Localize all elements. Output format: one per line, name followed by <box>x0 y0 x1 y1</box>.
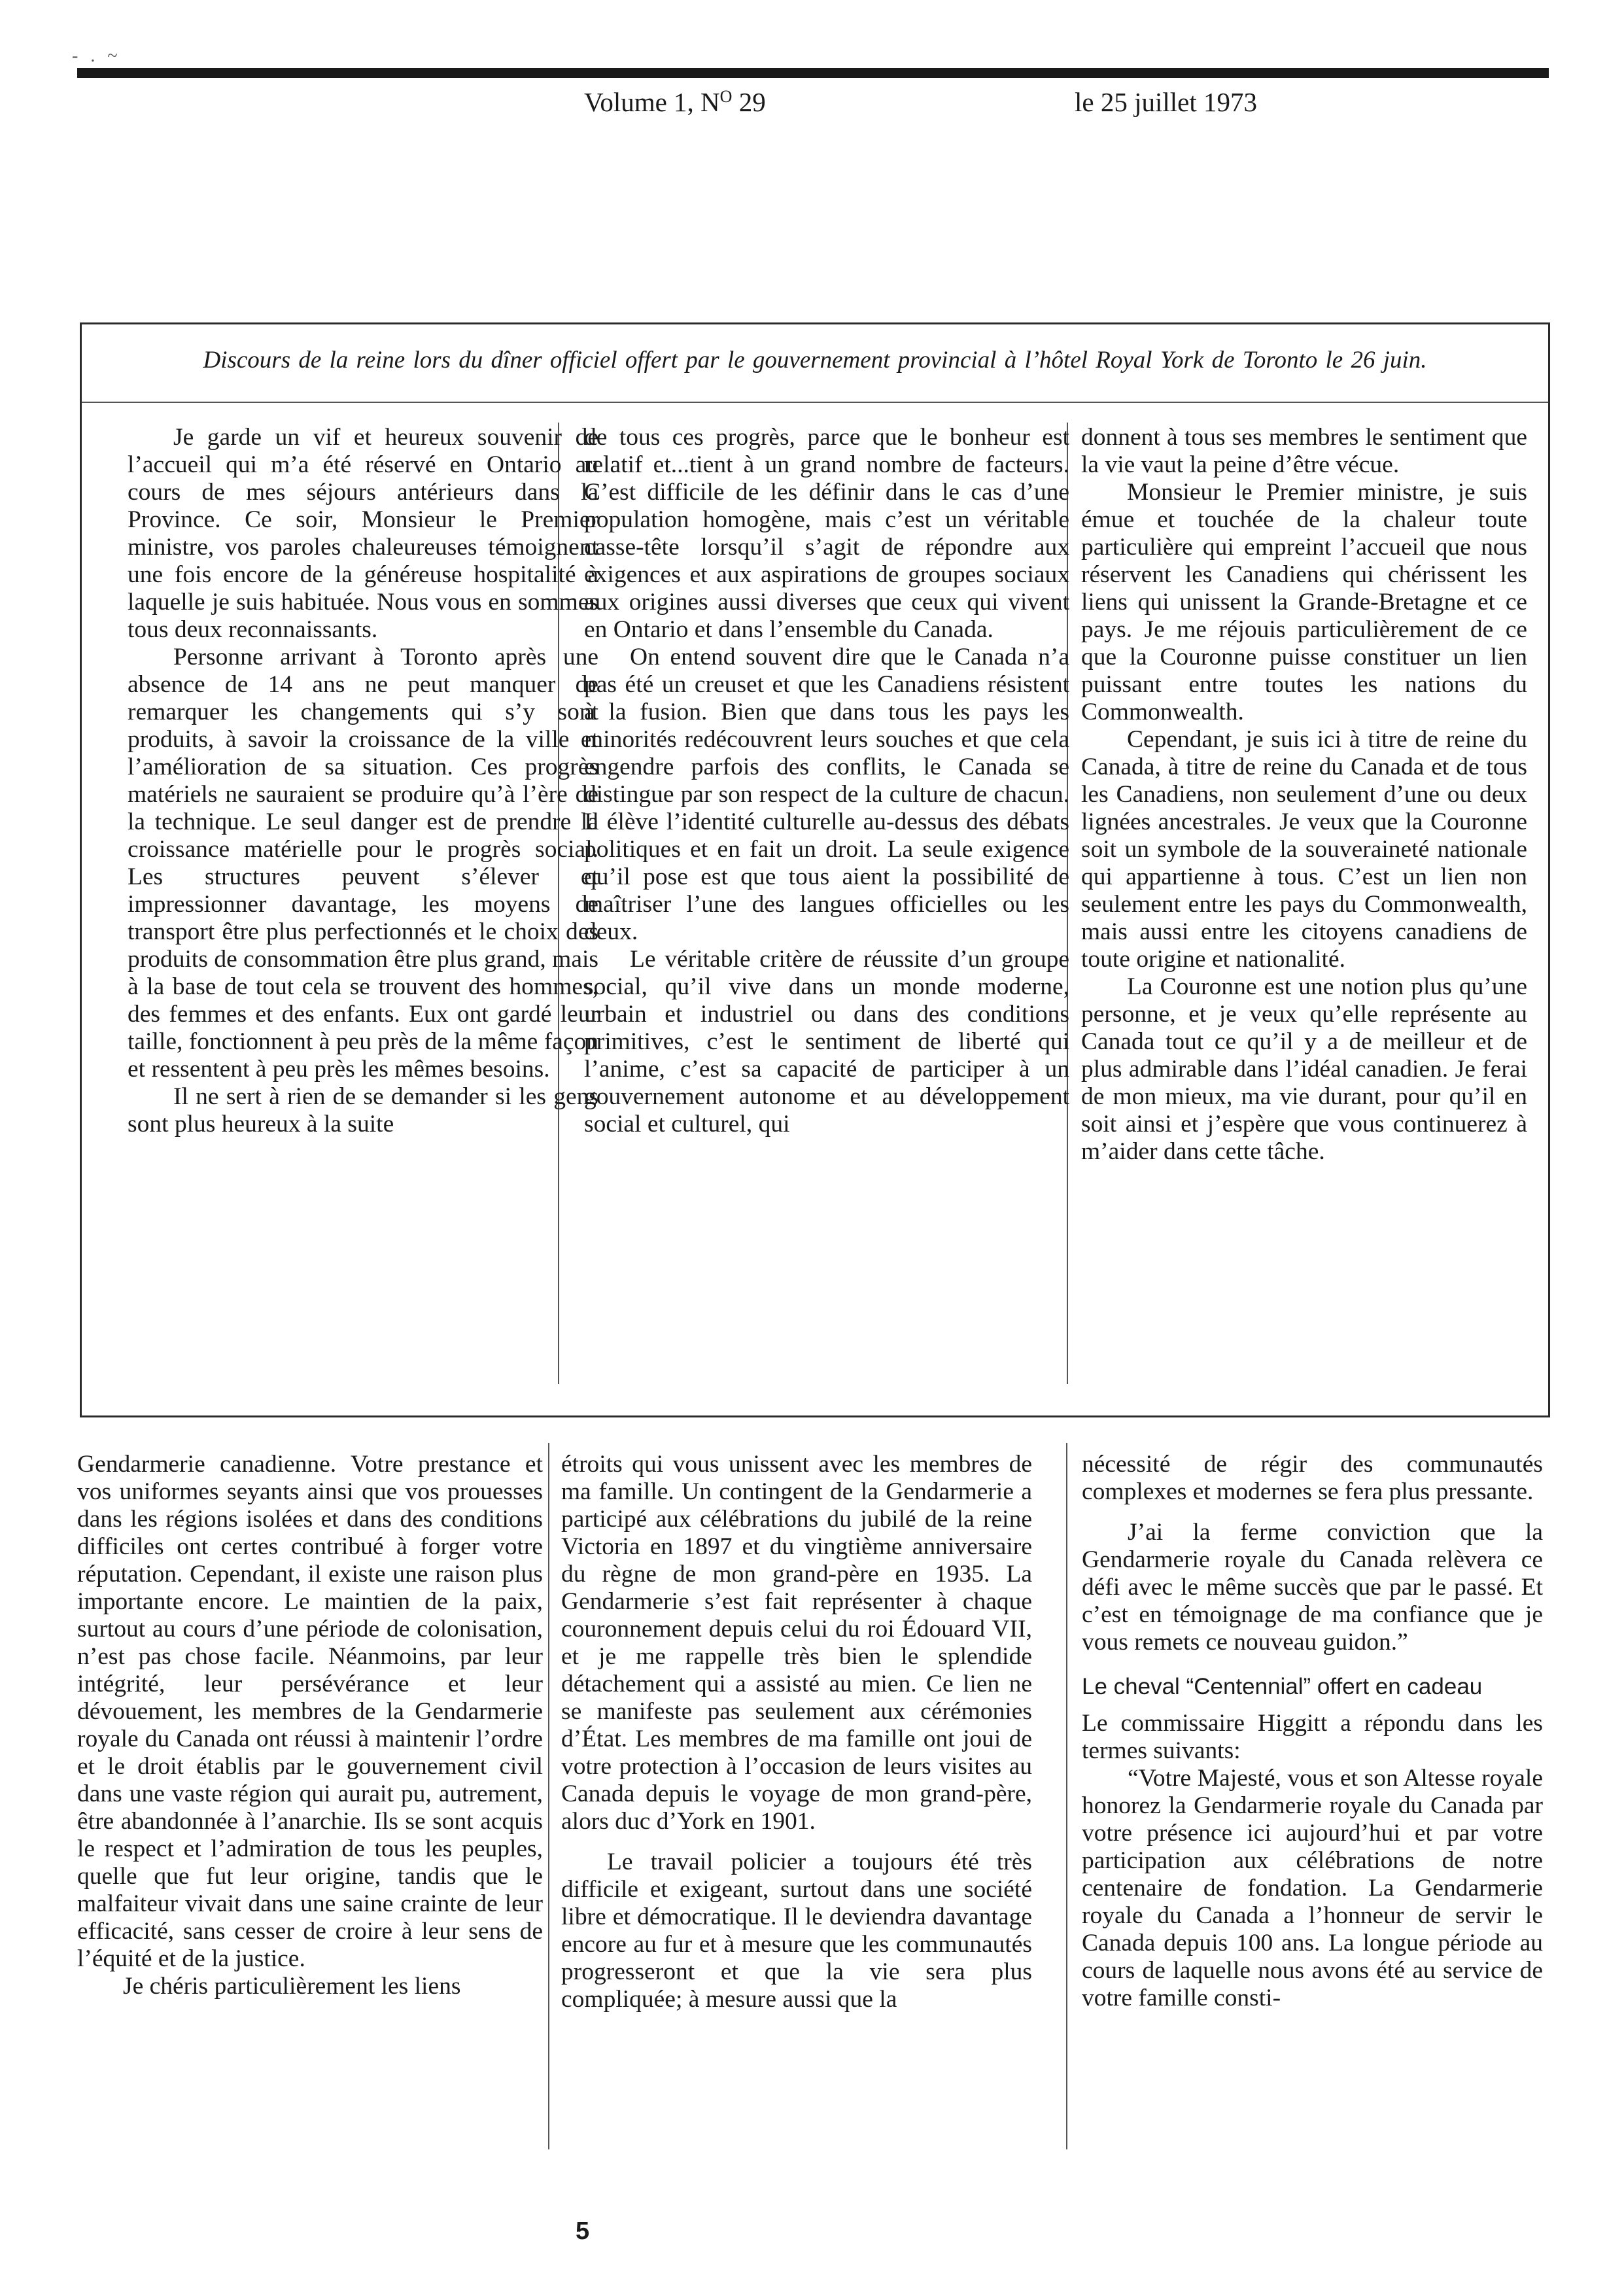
article-column-3 <box>1082 1451 1543 2012</box>
paragraph: étroits qui vous unissent avec les membres de ma famille. Un contingent de la Gendarmerie a participé aux célébrations du jubilé de la reine Victoria en 1897 et du vingtième anniversaire du règne de mon grand-père en 1935. La Gendarmerie s’est fait représenter à chaque couronnement depuis celui du roi Édouard VII, et je me rappelle très bien le splendide détachement qui a assisté au mien. Ce lien ne se manifeste pas seulement aux cérémonies d’État. Les membres de ma famille ont joui de votre protection à l’occasion de leurs visites au Canada depuis le voyage de mon grand-père, alors duc d’York en 1901. <box>561 1451 1032 1835</box>
paragraph: Je garde un vif et heureux souvenir de l’accueil qui m’a été réservé en Ontario au cours de mes séjours antérieurs dans la Province. Ce soir, Monsieur le Premier ministre, vos paroles chaleureuses témoignent une fois encore de la généreuse hospitalité à laquelle je suis habituée. Nous vous en sommes tous deux reconnaissants. <box>128 424 598 643</box>
paragraph: “Votre Majesté, vous et son Altesse royale honorez la Gendarmerie royale du Canada par votre présence ici aujourd’hui et par votre participation aux célébrations de notre centenaire de fondation. La Gendarmerie royale du Canada a l’honneur de servir le Canada depuis 100 ans. La longue période au cours de laquelle nous avons été au service de votre famille consti- <box>1082 1765 1543 2011</box>
section-subheading: Le cheval “Centennial” offert en cadeau <box>1082 1674 1483 1699</box>
paragraph: La Couronne est une notion plus qu’une personne, et je veux qu’elle représente au Canada tout ce qu’il y a de meilleur et de plus admirable dans l’idéal canadien. Je ferai de mon mieux, ma vie durant, pour qu’il en soit ainsi et j’espère que vous continuerez à m’aider dans cette tâche. <box>1081 973 1527 1165</box>
issue-date: le 25 juillet 1973 <box>1075 87 1257 117</box>
caption-divider <box>82 402 1548 403</box>
paragraph: Il ne sert à rien de se demander si les gens sont plus heureux à la suite <box>128 1083 598 1137</box>
header-rule <box>77 68 1549 78</box>
paragraph: Le commissaire Higgitt a répondu dans les termes suivants: <box>1082 1710 1543 1764</box>
paragraph: Le travail policier a toujours été très difficile et exigeant, surtout dans une société libre et démocratique. Il le deviendra davantage encore au fur et à mesure que les communautés progresseront et que la vie sera plus compliquée; à mesure aussi que la <box>561 1849 1032 2013</box>
paragraph: donnent à tous ses membres le sentiment que la vie vaut la peine d’être vécue. <box>1081 424 1527 478</box>
paragraph: On entend souvent dire que le Canada n’a pas été un creuset et que les Canadiens résistent à la fusion. Bien que dans tous les pays les minorités redécouvrent leurs souches et que cela engendre parfois des conflits, le Canada se distingue par son respect de la culture de chacun. Il élève l’identité culturelle au-dessus des débats politiques et en fait un droit. La seule exigence qu’il pose est que tous aient la possibilité de maîtriser l’une des langues officielles ou les deux. <box>584 644 1069 945</box>
speech-column-1 <box>128 424 598 1138</box>
paragraph: Monsieur le Premier ministre, je suis émue et touchée de la chaleur toute particulière qui empreint l’accueil que nous réservent les Canadiens qui chérissent les liens qui unissent la Grande-Bretagne et ce pays. Je me réjouis particulièrement de ce que la Couronne puisse constituer un lien puissant entre toutes les nations du Commonwealth. <box>1081 479 1527 725</box>
speech-column-2 <box>584 424 1069 1138</box>
column-divider <box>1066 1443 1067 2149</box>
paragraph: J’ai la ferme conviction que la Gendarmerie royale du Canada relèvera ce défi avec le même succès que par le passé. Et c’est en témoignage de ma confiance que je vous remets ce nouveau guidon.” <box>1082 1519 1543 1656</box>
speech-box <box>80 322 1550 1417</box>
article-column-2 <box>561 1451 1032 2013</box>
paragraph: Le véritable critère de réussite d’un groupe social, qu’il vive dans un monde moderne, urbain et industriel ou dans des conditions primitives, c’est le sentiment de liberté qui l’anime, c’est sa capacité de participer à un gouvernement autonome et au développement social et culturel, qui <box>584 946 1069 1137</box>
paragraph: Gendarmerie canadienne. Votre prestance et vos uniformes seyants ainsi que vos prouesses dans les régions isolées et dans des conditions difficiles ont certes contribué à forger votre réputation. Cependant, il existe une raison plus importante encore. Le maintien de la paix, surtout au cours d’une période de colonisation, n’est pas chose facile. Néanmoins, par leur intégrité, leur persévérance et leur dévouement, les membres de la Gendarmerie royale du Canada ont réussi à maintenir l’ordre et le droit établis par le gouvernement civil dans une vaste région qui aurait pu, autrement, être abandonnée à l’anarchie. Ils se sont acquis le respect et l’admiration de tous les peuples, quelle que fut leur origine, tandis que le malfaiteur vivait dans une saine crainte de leur efficacité, sans cesser de croire à leur sens de l’équité et de la justice. <box>77 1451 543 1972</box>
paragraph: Personne arrivant à Toronto après une absence de 14 ans ne peut manquer de remarquer les changements qui s’y sont produits, à savoir la croissance de la ville et l’amélioration de sa situation. Ces progrès matériels ne sauraient se produire qu’à l’ère de la technique. Le seul danger est de prendre la croissance matérielle pour le progrès social. Les structures peuvent s’élever et impressionner davantage, les moyens de transport être plus perfectionnés et le choix des produits de consommation être plus grand, mais à la base de tout cela se trouvent des hommes, des femmes et des enfants. Eux ont gardé leur taille, fonctionnent à peu près de la même façon et ressentent à peu près les mêmes besoins. <box>128 644 598 1083</box>
paragraph: nécessité de régir des communautés complexes et modernes se fera plus pressante. <box>1082 1451 1543 1505</box>
speech-column-3 <box>1081 424 1527 1166</box>
paragraph: Cependant, je suis ici à titre de reine du Canada, à titre de reine du Canada et de tous les Canadiens, non seulement d’une ou deux lignées ancestrales. Je veux que la Couronne soit un symbole de la souveraineté nationale qui appartienne à tous. C’est un lien non seulement entre les pays du Commonwealth, mais aussi entre les citoyens canadiens de toute origine et nationalité. <box>1081 726 1527 973</box>
paragraph: de tous ces progrès, parce que le bonheur est relatif et...tient à un grand nombre de facteurs. C’est difficile de les définir dans le cas d’une population homogène, mais c’est un véritable casse-tête lorsqu’il s’agit de répondre aux exigences et aux aspirations de groupes sociaux aux origines aussi diverses que ceux qui vivent en Ontario et dans l’ensemble du Canada. <box>584 424 1069 643</box>
column-divider <box>548 1443 549 2149</box>
page-number: 5 <box>576 2217 590 2245</box>
scan-marks: - . ~ <box>72 46 122 66</box>
paragraph: Je chéris particulièrement les liens <box>123 1973 461 2000</box>
speech-caption: Discours de la reine lors du dîner officiel offert par le gouvernement provincial à l’hôtel Royal York de Toronto le 26 juin. <box>203 347 1427 373</box>
article-column-1 <box>77 1451 543 2000</box>
volume-number: Volume 1, $N^O$ 29 <box>584 87 766 117</box>
